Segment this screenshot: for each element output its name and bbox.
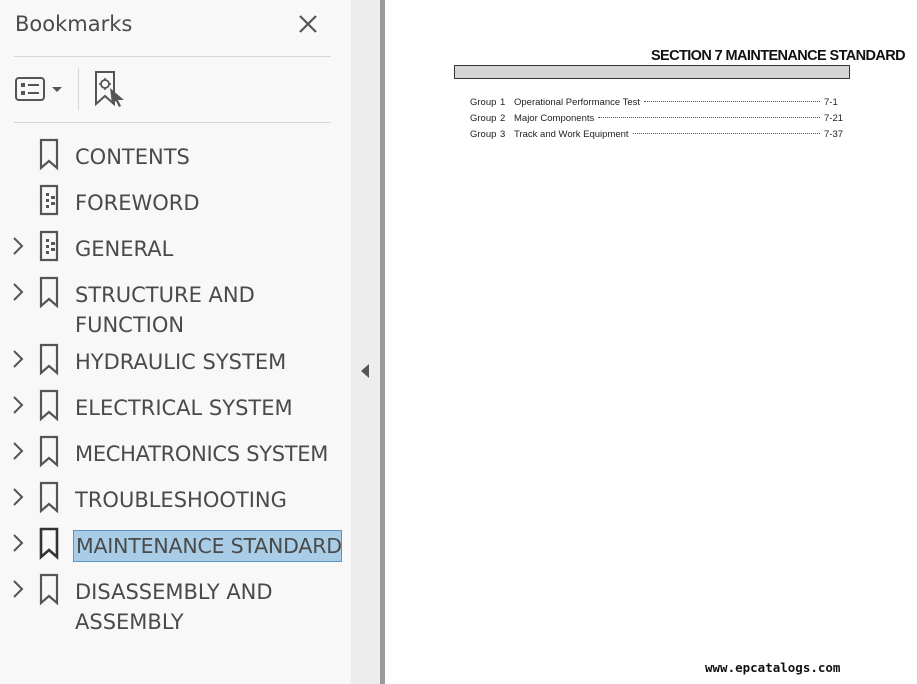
find-current-bookmark-icon — [90, 70, 128, 108]
chevron-right-icon[interactable] — [10, 272, 26, 312]
toc-leader — [644, 101, 820, 102]
bookmark-label: HYDRAULIC SYSTEM — [75, 350, 287, 374]
panel-title: Bookmarks — [15, 12, 133, 36]
section-title-bar — [454, 65, 850, 79]
bookmark-item-general[interactable] — [0, 226, 351, 266]
toc-row[interactable] — [470, 129, 846, 143]
bookmark-icon — [38, 385, 62, 425]
options-menu-icon — [14, 72, 66, 106]
collapse-left-icon — [356, 360, 374, 382]
bookmark-item-structure-and-function[interactable] — [0, 272, 351, 342]
toc-page: 7-21 — [824, 113, 844, 124]
chevron-right-icon[interactable] — [10, 431, 26, 471]
toc-group: Group — [470, 129, 497, 140]
bookmark-icon — [38, 431, 62, 471]
bookmark-icon — [38, 134, 62, 174]
chevron-right-icon[interactable] — [10, 523, 26, 563]
bookmark-item-electrical-system[interactable] — [0, 385, 351, 425]
chevron-right-icon[interactable] — [10, 477, 26, 517]
bookmark-label: ELECTRICAL SYSTEM — [75, 396, 293, 420]
toc-number: 2 — [500, 113, 506, 124]
divider — [14, 56, 331, 57]
bookmark-label: CONTENTS — [75, 145, 190, 169]
bookmark-icon — [38, 477, 62, 517]
toc-leader — [633, 133, 820, 134]
bookmark-label: STRUCTURE AND FUNCTION — [75, 283, 255, 337]
bookmark-icon — [38, 339, 62, 379]
toc-title: Operational Performance Test — [514, 97, 641, 108]
section-title: SECTION 7 MAINTENANCE STANDARD — [650, 48, 905, 64]
toc-title: Major Components — [514, 113, 595, 124]
chevron-right-icon[interactable] — [10, 226, 26, 266]
toc-page: 7-37 — [824, 129, 844, 140]
toc-page: 7-1 — [824, 97, 838, 108]
toc-row[interactable] — [470, 113, 846, 127]
bookmarks-panel — [0, 0, 351, 684]
bookmark-item-maintenance-standard[interactable] — [0, 523, 351, 563]
bookmark-label: GENERAL — [75, 237, 174, 261]
bookmark-item-disassembly-and-assembly[interactable] — [0, 569, 351, 639]
toc-leader — [598, 117, 820, 118]
toolbar-separator — [78, 68, 79, 110]
bookmark-label: MAINTENANCE STANDARD — [74, 531, 341, 561]
divider — [14, 122, 331, 123]
bookmark-label: DISASSEMBLY AND ASSEMBLY — [75, 580, 273, 634]
chevron-right-icon[interactable] — [10, 339, 26, 379]
toc-row[interactable] — [470, 97, 846, 111]
close-icon — [296, 12, 320, 36]
bookmark-item-troubleshooting[interactable] — [0, 477, 351, 517]
options-menu-button[interactable] — [14, 72, 66, 106]
bookmark-label: FOREWORD — [75, 191, 200, 215]
toc-group: Group — [470, 113, 497, 124]
chevron-right-icon[interactable] — [10, 385, 26, 425]
panel-splitter[interactable] — [351, 0, 380, 684]
bookmark-icon — [38, 272, 62, 312]
bookmark-label: MECHATRONICS SYSTEM — [75, 442, 329, 466]
toc-number: 1 — [500, 97, 506, 108]
close-panel-button[interactable] — [296, 12, 320, 36]
bookmark-label: TROUBLESHOOTING — [75, 488, 287, 512]
bookmark-item-contents[interactable] — [0, 134, 351, 174]
bookmark-item-hydraulic-system[interactable] — [0, 339, 351, 379]
bookmark-page-icon — [38, 226, 62, 266]
collapse-panel-button[interactable] — [356, 360, 374, 382]
toc-group: Group — [470, 97, 497, 108]
toc-number: 3 — [500, 129, 506, 140]
bookmark-item-mechatronics-system[interactable] — [0, 431, 351, 471]
bookmark-icon — [38, 523, 62, 563]
bookmark-icon — [38, 569, 62, 609]
watermark: www.epcatalogs.com — [705, 660, 841, 675]
chevron-right-icon[interactable] — [10, 569, 26, 609]
bookmark-page-icon — [38, 180, 62, 220]
bookmark-item-foreword[interactable] — [0, 180, 351, 220]
find-current-bookmark-button[interactable] — [90, 70, 128, 108]
toc-title: Track and Work Equipment — [514, 129, 629, 140]
